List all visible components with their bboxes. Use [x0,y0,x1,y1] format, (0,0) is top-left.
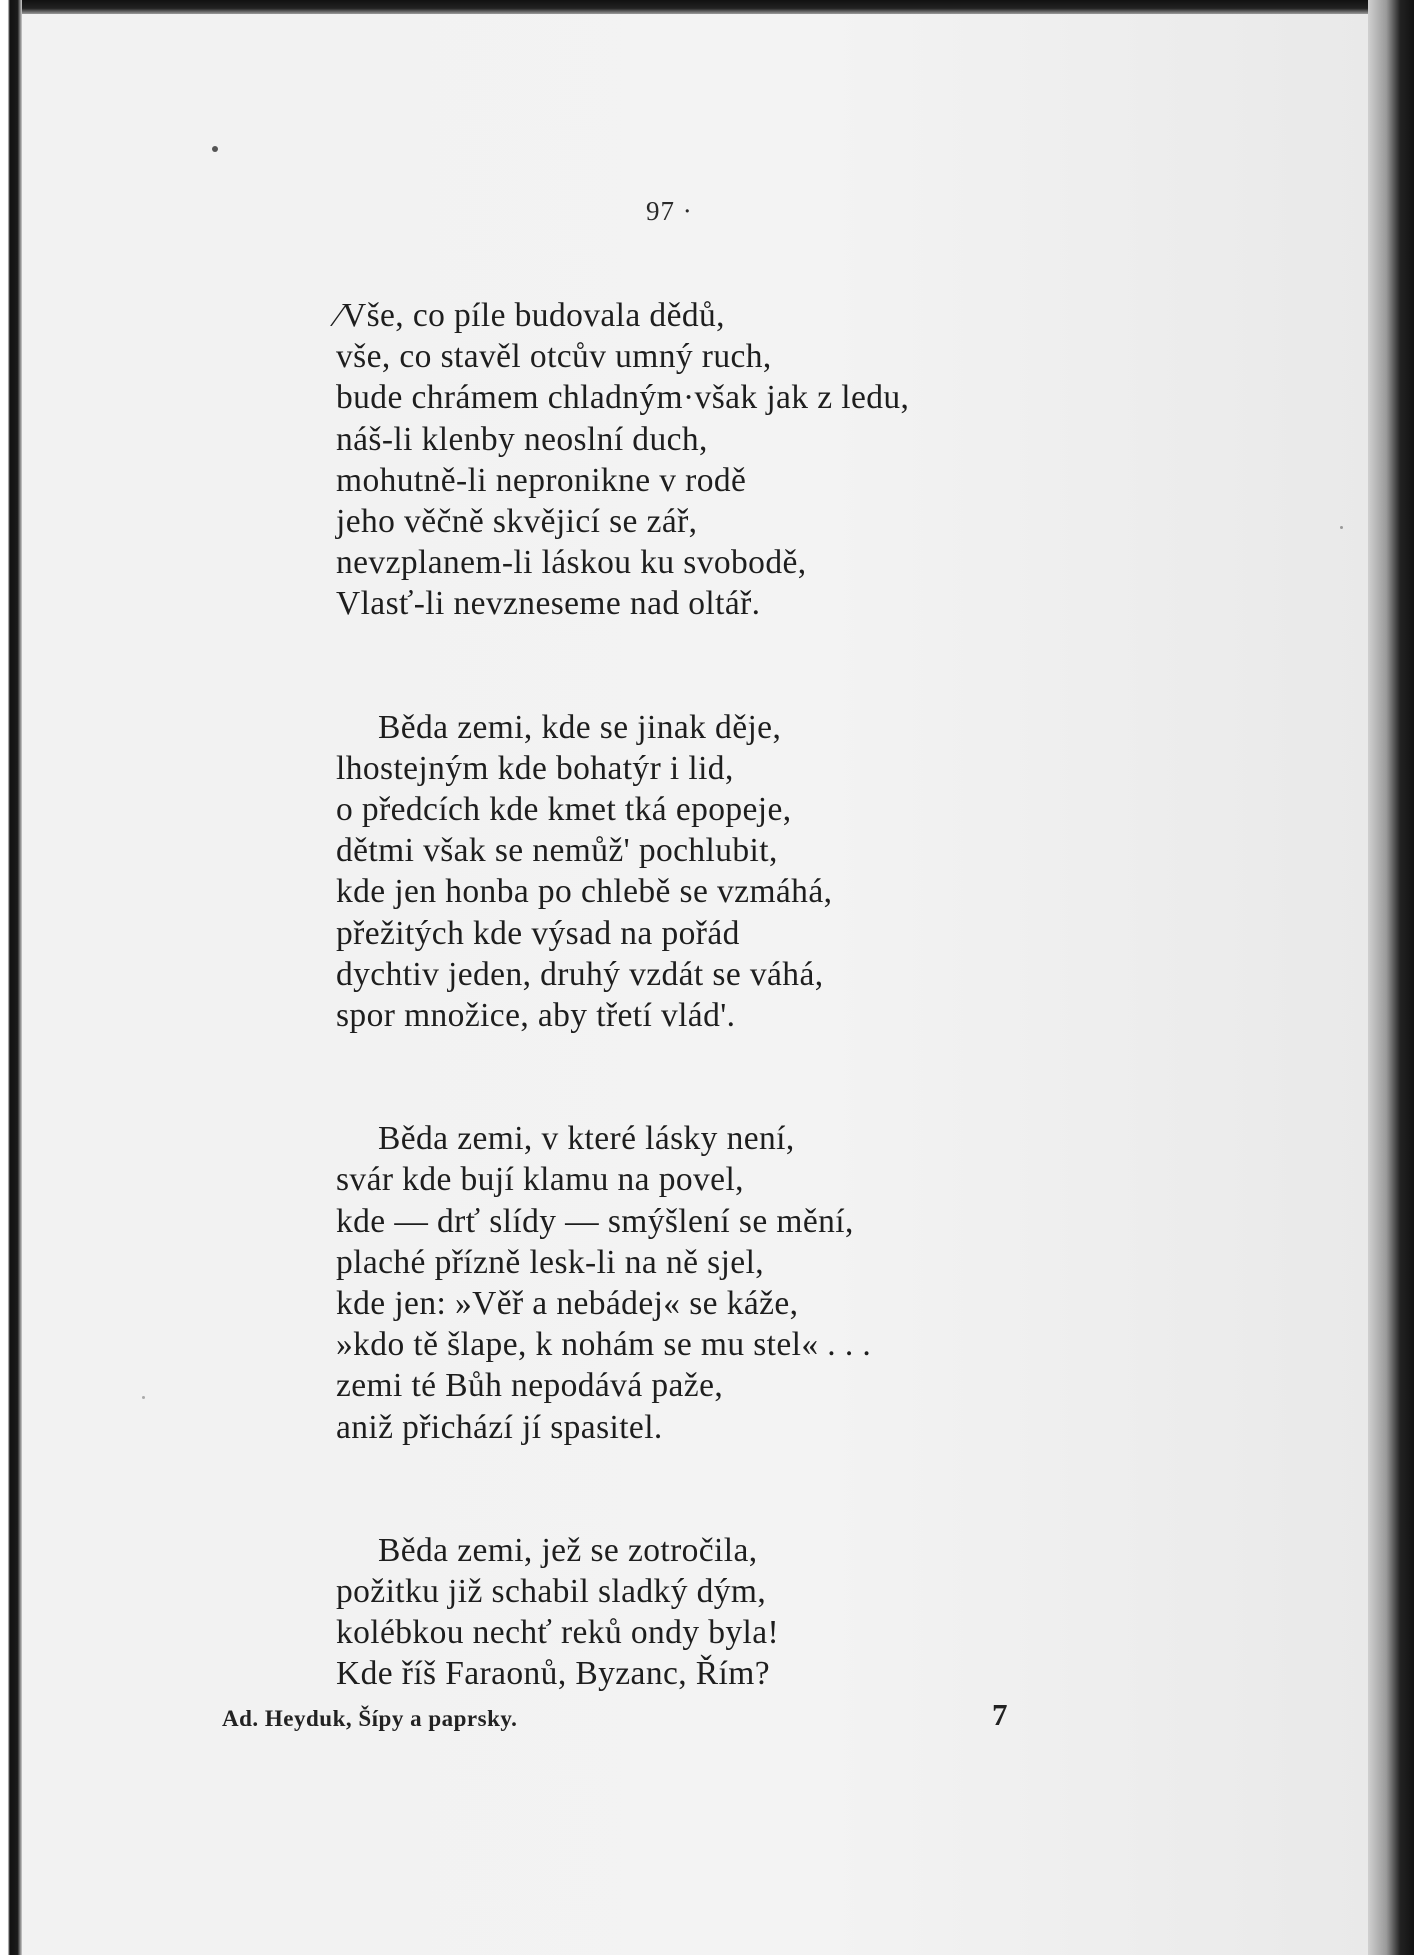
stanza-1 [336,295,1236,625]
verse-line: kde jen honba po chlebě se vzmáhá, [336,873,833,911]
scan-edge-top [0,0,1414,14]
ink-speck [212,146,218,152]
verse-line: kde jen: »Věř a nebádej« se káže, [336,1285,799,1323]
verse-line: Běda zemi, jež se zotročila, [378,1531,758,1569]
verse-line: spor množice, aby třetí vlád'. [336,997,736,1035]
verse-line: bude chrámem chladným·však jak z ledu, [336,379,910,417]
stanza-2 [336,707,1236,1037]
page-number: 97 · [646,196,693,226]
verse-line: náš-li klenby neoslní duch, [336,420,708,458]
verse-line: kde — drť slídy — smýšlení se mění, [336,1202,854,1240]
scan-edge-right [1368,0,1414,1955]
poem [336,295,1236,1695]
scan-edge-left [0,0,22,1955]
verse-line: kolébkou nechť reků ondy byla! [336,1614,780,1652]
verse-line: lhostejným kde bohatýr i lid, [336,749,734,787]
verse-line: dětmi však se nemůž' pochlubit, [336,832,778,870]
verse-line: dychtiv jeden, druhý vzdát se váhá, [336,955,824,993]
ink-speck [142,1396,145,1399]
verse-line: jeho věčně skvějicí se zář, [336,503,698,541]
verse-line: Kde říš Faraonů, Byzanc, Řím? [336,1655,770,1693]
sheet-number: 7 [992,1697,1008,1732]
verse-line: přežitých kde výsad na pořád [336,914,740,952]
verse-line: mohutně-li nepronikne v rodě [336,461,747,499]
stanza-3 [336,1118,1236,1448]
verse-line: aniž přichází jí spasitel. [336,1408,663,1446]
verse-line: plaché přízně lesk-li na ně sjel, [336,1243,765,1281]
stanza-4 [336,1530,1236,1695]
verse-line: Běda zemi, v které lásky není, [378,1120,795,1158]
verse-line: vše, co stavěl otcův umný ruch, [336,338,772,376]
verse-line: zemi té Bůh nepodává paže, [336,1367,724,1405]
footer-signature: Ad. Heyduk, Šípy a paprsky. [222,1706,518,1731]
verse-line: ⁄Vše, co píle budovala dědů, [336,297,725,334]
verse-line: nevzplanem-li láskou ku svobodě, [336,544,807,582]
verse-line: o předcích kde kmet tká epopeje, [336,791,792,829]
verse-line: »kdo tě šlape, k nohám se mu stel« . . . [336,1326,872,1364]
verse-line: požitku již schabil sladký dým, [336,1573,767,1611]
verse-line: Běda zemi, kde se jinak děje, [378,708,782,746]
ink-speck [1340,526,1343,529]
verse-line: svár kde bují klamu na povel, [336,1161,744,1199]
verse-line: Vlasť-li nevzneseme nad oltář. [336,585,761,623]
